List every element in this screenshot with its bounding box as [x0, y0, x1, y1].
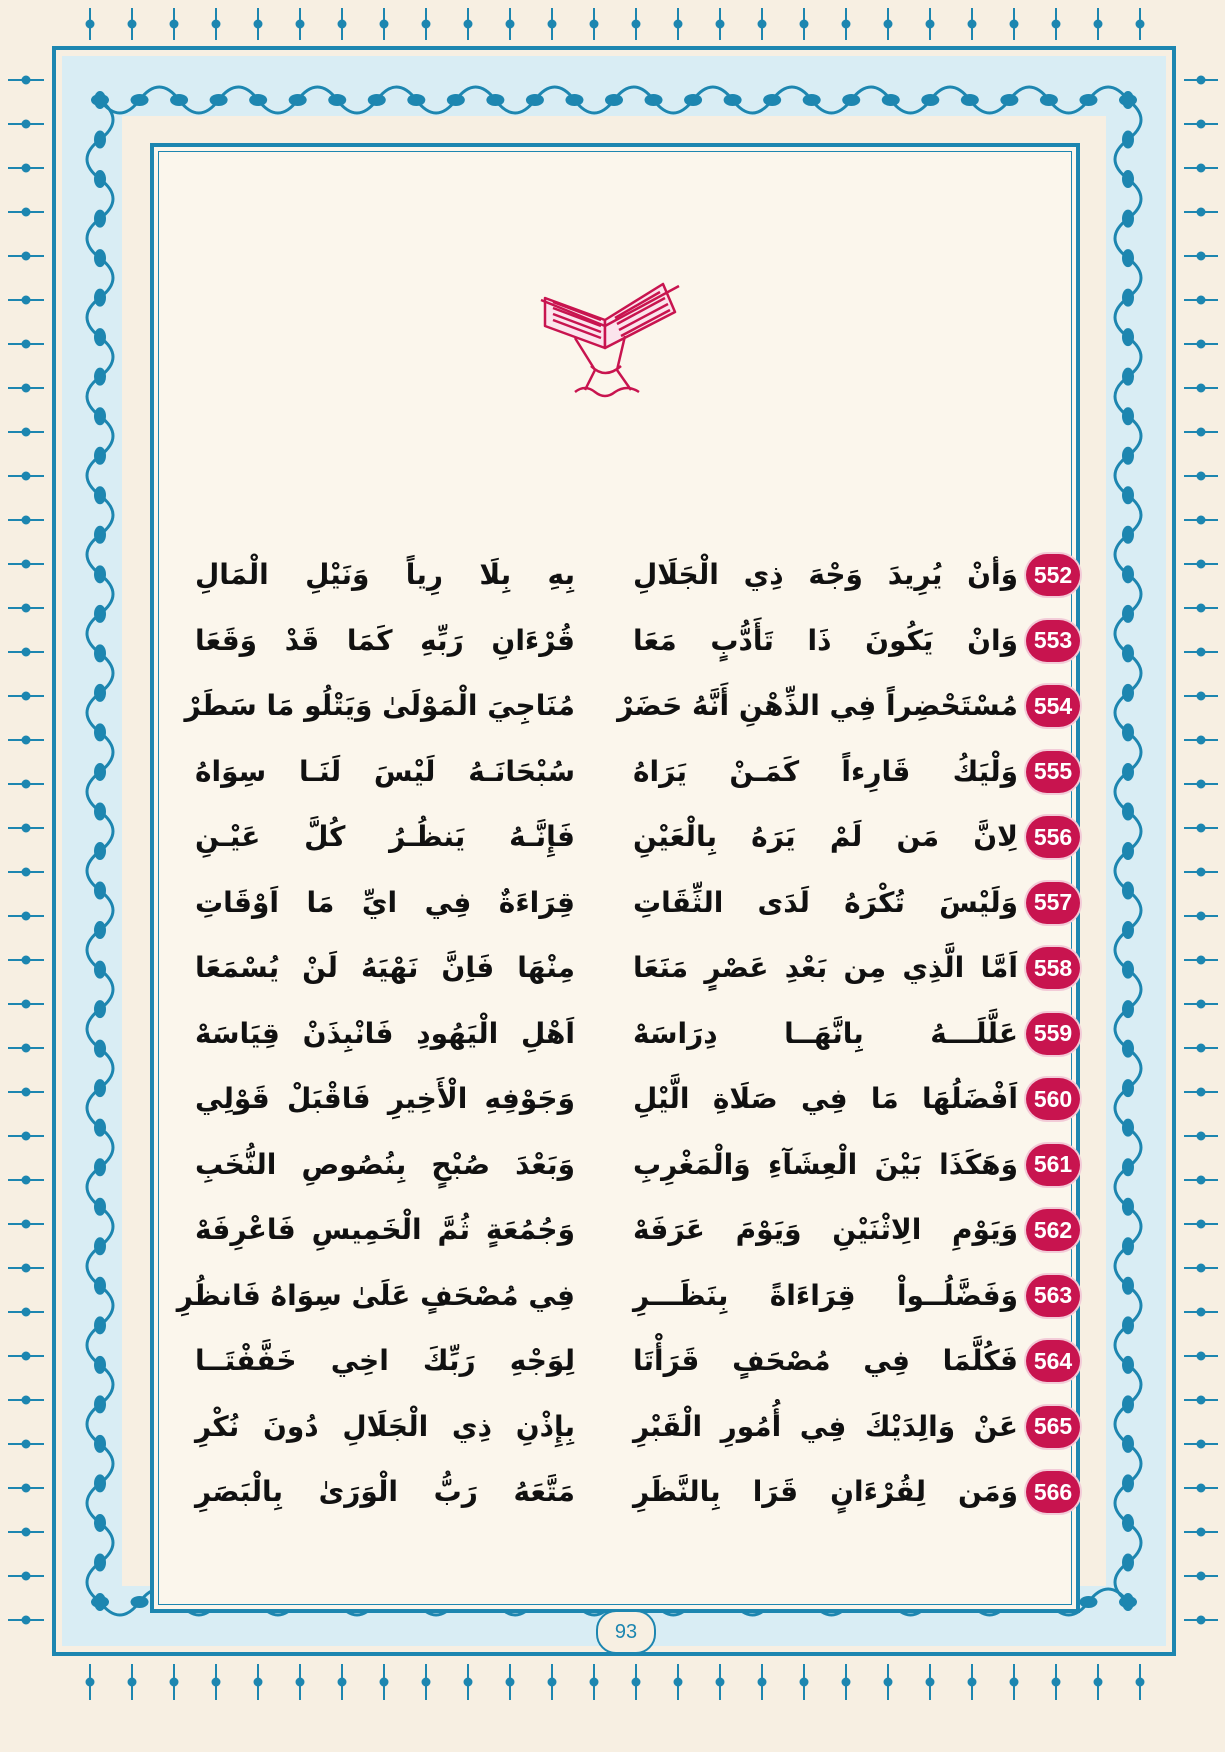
verse-row	[175, 873, 1080, 939]
verse-first-hemistich: عَلَّلَـــهُ بِانَّهَــا دِرَاسَهْ	[633, 1016, 1018, 1050]
verse-number-badge: 553	[1026, 620, 1080, 662]
open-book-on-stand-icon	[535, 270, 685, 405]
page-number: 93	[596, 1610, 656, 1654]
verse-first-hemistich: وَهَكَذَا بَيْنَ الْعِشَآءِ وَالْمَغْرِبِ	[633, 1147, 1018, 1181]
verse-row	[175, 807, 1080, 873]
verse-row	[175, 1135, 1080, 1201]
verse-row	[175, 545, 1080, 611]
verse-row	[175, 676, 1080, 742]
verse-number-badge: 552	[1026, 554, 1080, 596]
verse-first-hemistich: عَنْ وَالِدَيْكَ فِي أُمُورِ الْقَبْرِ	[633, 1409, 1018, 1443]
verse-row	[175, 938, 1080, 1004]
verse-first-hemistich: وَانْ يَكُونَ ذَا تَأَدُّبٍ مَعَا	[633, 623, 1018, 657]
verse-second-hemistich: وَجَوْفِهِ الْأَخِيرِ فَاقْبَلْ قَوْلِي	[195, 1082, 575, 1115]
verse-number-badge: 566	[1026, 1471, 1080, 1513]
verse-first-hemistich: وَلَيْسَ تُكْرَهُ لَدَى الثِّقَاتِ	[633, 885, 1018, 919]
verse-row	[175, 1266, 1080, 1332]
verse-second-hemistich: بِهِ بِلَا رِياً وَنَيْلِ الْمَالِ	[195, 558, 575, 591]
verse-number-badge: 556	[1026, 816, 1080, 858]
verse-row	[175, 1004, 1080, 1070]
verse-second-hemistich: مَتَّعَهُ رَبُّ الْوَرَىٰ بِالْبَصَرِ	[195, 1475, 575, 1508]
verse-second-hemistich: مُنَاجِيَ الْمَوْلَىٰ وَيَتْلُو مَا سَطَرْ	[184, 689, 575, 722]
verse-first-hemistich: مُسْتَحْضِراً فِي الذِّهْنِ أَنَّهُ حَضَرْ	[617, 689, 1018, 722]
verse-second-hemistich: وَبَعْدَ صُبْحٍ بِنُصُوصِ النُّخَبِ	[195, 1147, 575, 1181]
verse-number-badge: 560	[1026, 1078, 1080, 1120]
verse-first-hemistich: اَمَّا الَّذِي مِن بَعْدِ عَصْرٍ مَنَعَا	[633, 951, 1018, 984]
verse-second-hemistich: لِوَجْهِ رَبِّكَ اخِي خَفَّفْتَــا	[195, 1344, 575, 1377]
verse-row	[175, 611, 1080, 677]
verse-first-hemistich: فَكُلَّمَا فِي مُصْحَفٍ قَرَأْتَا	[633, 1344, 1018, 1377]
verse-number-badge: 562	[1026, 1209, 1080, 1251]
verse-second-hemistich: وَجُمُعَةٍ ثُمَّ الْخَمِيسِ فَاعْرِفَهْ	[195, 1213, 575, 1246]
verse-list	[175, 545, 1080, 1528]
verse-first-hemistich: وَيَوْمِ الِاثْنَيْنِ وَيَوْمَ عَرَفَهْ	[633, 1213, 1018, 1246]
verse-first-hemistich: وَمَن لِقُرْءَانٍ قَرَا بِالنَّظَرِ	[633, 1475, 1018, 1508]
verse-first-hemistich: وَأنْ يُرِيدَ وَجْهَ ذِي الْجَلَالِ	[633, 558, 1018, 591]
verse-number-badge: 557	[1026, 882, 1080, 924]
verse-number-badge: 564	[1026, 1340, 1080, 1382]
verse-number-badge: 554	[1026, 685, 1080, 727]
verse-number-badge: 555	[1026, 751, 1080, 793]
verse-first-hemistich: وَلْيَكُ قَارِءاً كَمَـنْ يَرَاهُ	[633, 754, 1018, 788]
verse-second-hemistich: فِي مُصْحَفٍ عَلَىٰ سِوَاهُ فَانظُرِ	[176, 1278, 575, 1312]
verse-row	[175, 1331, 1080, 1397]
verse-row	[175, 742, 1080, 808]
verse-first-hemistich: لِانَّ مَن لَمْ يَرَهُ بِالْعَيْنِ	[633, 820, 1018, 853]
verse-number-badge: 565	[1026, 1406, 1080, 1448]
verse-first-hemistich: وَفَضَّلُــواْ قِرَاءَاةً بِنَظَـــرِ	[633, 1278, 1018, 1312]
verse-number-badge: 559	[1026, 1013, 1080, 1055]
verse-second-hemistich: اَهْلِ الْيَهُودِ فَانْبِذَنْ قِيَاسَهْ	[195, 1016, 575, 1050]
verse-second-hemistich: سُبْحَانَـهُ لَيْسَ لَنَـا سِوَاهُ	[195, 754, 575, 788]
verse-row	[175, 1200, 1080, 1266]
verse-first-hemistich: اَفْضَلُهَا مَا فِي صَلَاةِ الَّيْلِ	[633, 1082, 1018, 1115]
verse-number-badge: 563	[1026, 1275, 1080, 1317]
verse-number-badge: 561	[1026, 1144, 1080, 1186]
verse-number-badge: 558	[1026, 947, 1080, 989]
verse-second-hemistich: قِرَاءَةٌ فِي ايِّ مَا اَوْقَاتِ	[195, 885, 575, 919]
verse-second-hemistich: مِنْهَا فَاِنَّ نَهْيَهُ لَنْ يُسْمَعَا	[195, 951, 575, 984]
verse-second-hemistich: بِإِذْنِ ذِي الْجَلَالِ دُونَ نُكْرِ	[195, 1409, 575, 1443]
verse-row	[175, 1069, 1080, 1135]
verse-row	[175, 1397, 1080, 1463]
verse-row	[175, 1462, 1080, 1528]
verse-second-hemistich: قُرْءَانِ رَبِّهِ كَمَا قَدْ وَقَعَا	[195, 623, 575, 657]
verse-second-hemistich: فَإِنَّـهُ يَنظُـرُ كُلَّ عَيْـنِ	[195, 820, 575, 853]
